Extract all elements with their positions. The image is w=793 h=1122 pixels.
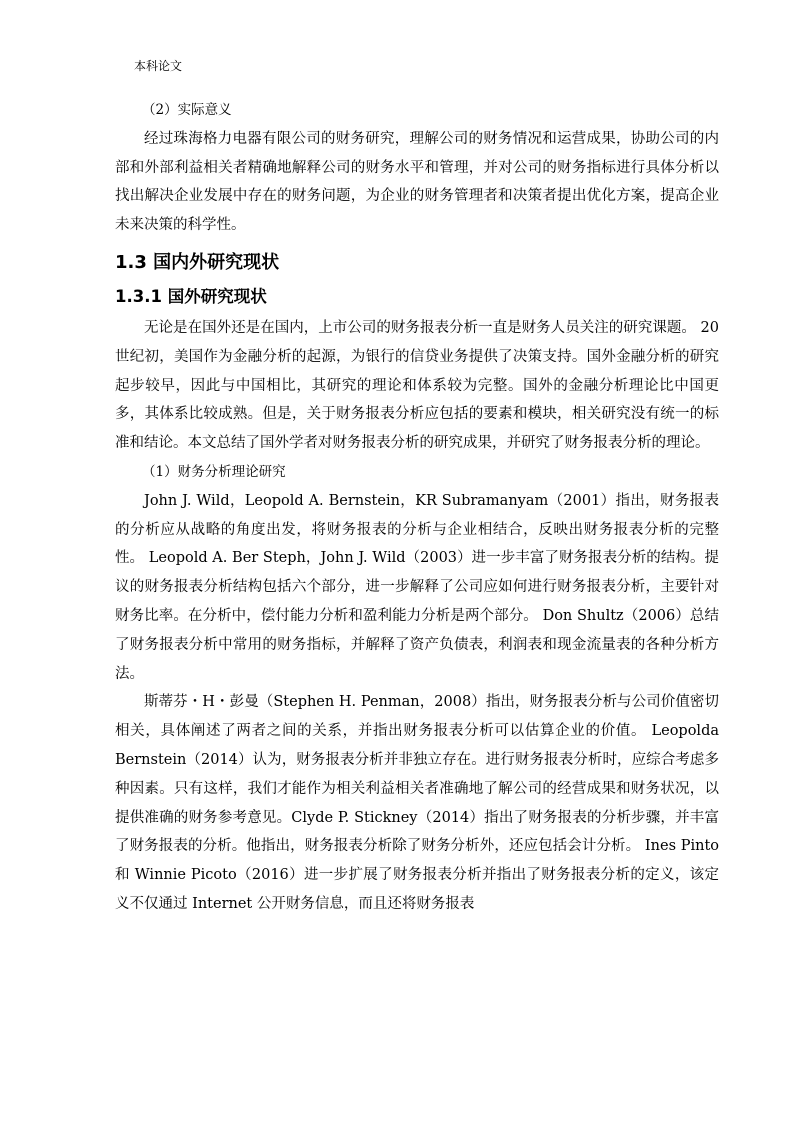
- section-heading-1-3-1: 1.3.1 国外研究现状: [115, 286, 267, 306]
- section-heading-1-3: 1.3 国内外研究现状: [115, 251, 280, 273]
- subsection-title-practical-significance: （2）实际意义: [142, 102, 232, 118]
- paragraph-practical-significance: 经过珠海格力电器有限公司的财务研究，理解公司的财务情况和运营成果，协助公司的内部和外部利益相关者精确地解释公司的财务水平和管理，并对公司的财务指标进行具体分析以找出解决企业发展中存在的财务问题，为企业的财务管理者和决策者提出优化方案，提高企业未来决策的科学性。: [115, 130, 719, 234]
- subsection-title-financial-analysis-theory: （1）财务分析理论研究: [142, 463, 286, 480]
- page-header: 本科论文: [134, 59, 183, 73]
- paragraph-theory-2: 斯蒂芬・H・彭曼（Stephen H. Penman，2008）指出，财务报表分析与公司价值密切相关，具体阐述了两者之间的关系，并指出财务报表分析可以估算企业的价值。 Leopolda Bernstein（2014）认为，财务报表分析并非独立存在。进行财务报表分析时，应综合考虑多种因素。只有这样，我们才能作为相关利益相关者准确地了解公司的经营成果和财务状况，以提供准确的财务参考意见。Clyde P. Stickney（2014）指出了财务报表的分析步骤，并丰富了财务报表的分析。他指出，财务报表分析除了财务分析外，还应包括会计分析。 Ines Pinto 和 Winnie Picoto（2016）进一步扩展了财务报表分析并指出了财务报表分析的定义，该定义不仅通过 Internet 公开财务信息，而且还将财务报表: [115, 694, 719, 912]
- paragraph-foreign-research-intro: 无论是在国外还是在国内，上市公司的财务报表分析一直是财务人员关注的研究课题。 20世纪初，美国作为金融分析的起源，为银行的信贷业务提供了决策支持。国外金融分析的研究起步较早，因此与中国相比，其研究的理论和体系较为完整。国外的金融分析理论比中国更多，其体系比较成熟。但是，关于财务报表分析应包括的要素和模块，相关研究没有统一的标准和结论。本文总结了国外学者对财务报表分析的研究成果，并研究了财务报表分析的理论。: [115, 319, 719, 452]
- page-content: [115, 96, 719, 919]
- paragraph-theory-1: John J. Wild，Leopold A. Bernstein，KR Subramanyam（2001）指出，财务报表的分析应从战略的角度出发，将财务报表的分析与企业相结合，反映出财务报表分析的完整性。 Leopold A. Ber Steph，John J. Wild（2003）进一步丰富了财务报表分析的结构。提议的财务报表分析结构包括六个部分，进一步解释了公司应如何进行财务报表分析，主要针对财务比率。在分析中，偿付能力分析和盈利能力分析是两个部分。 Don Shultz（2006）总结了财务报表分析中常用的财务指标，并解释了资产负债表，利润表和现金流量表的各种分析方法。: [115, 492, 719, 682]
